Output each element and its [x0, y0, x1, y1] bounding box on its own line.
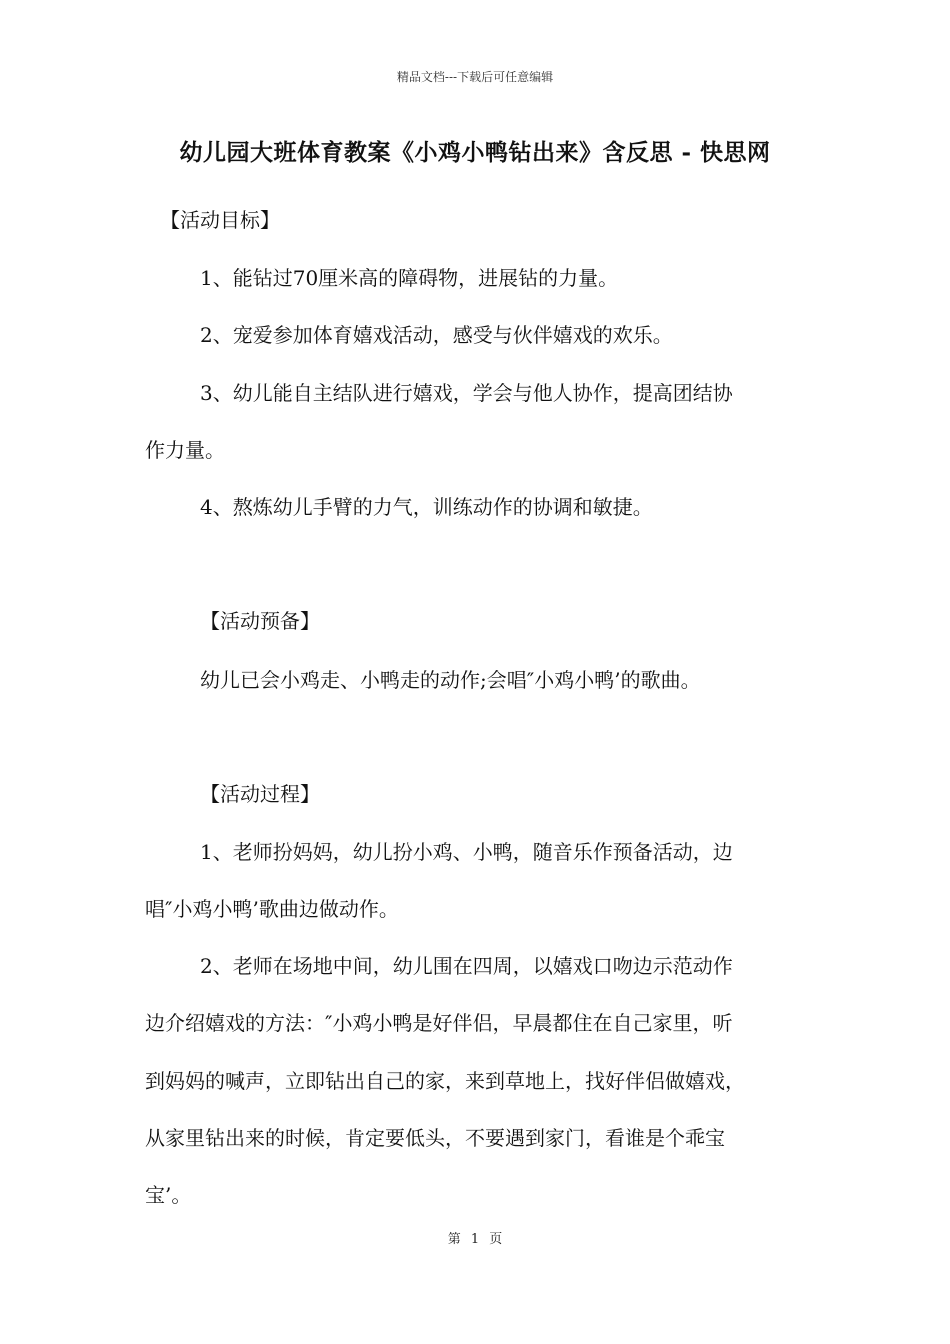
section-heading-preparation: 【活动预备】	[200, 609, 320, 633]
process-line: 2、老师在场地中间，幼儿围在四周，以嬉戏口吻边示范动作	[200, 954, 733, 978]
goal-item-4: 4、熬炼幼儿手臂的力气，训练动作的协调和敏捷。	[200, 495, 653, 519]
process-line: 从家里钻出来的时候，肯定要低头，不要遇到家门，看谁是个乖宝	[145, 1126, 725, 1150]
page-number-footer	[0, 1228, 950, 1247]
page-number: 1	[470, 1232, 480, 1247]
process-line: 唱″小鸡小鸭’歌曲边做动作。	[145, 897, 399, 921]
process-line: 宝’。	[145, 1183, 192, 1207]
header-note: 精品文档---下载后可任意编辑	[396, 70, 554, 84]
page-suffix: 页	[489, 1232, 503, 1247]
section-heading-process: 【活动过程】	[200, 782, 320, 806]
goal-item-1: 1、能钻过70厘米高的障碍物，进展钻的力量。	[200, 266, 619, 290]
page-prefix: 第	[447, 1232, 461, 1247]
process-line: 边介绍嬉戏的方法：″小鸡小鸭是好伴侣，早晨都住在自己家里，听	[145, 1011, 733, 1035]
goal-item-3: 3、幼儿能自主结队进行嬉戏，学会与他人协作，提高团结协	[200, 381, 733, 405]
process-line: 到妈妈的喊声，立即钻出自己的家，来到草地上，找好伴侣做嬉戏，	[145, 1069, 745, 1093]
section-heading-goals: 【活动目标】	[160, 208, 280, 232]
goal-item-2: 2、宠爱参加体育嬉戏活动，感受与伙伴嬉戏的欢乐。	[200, 323, 673, 347]
goal-item-3-continued: 作力量。	[145, 438, 225, 462]
document-title: 幼儿园大班体育教案《小鸡小鸭钻出来》含反思 - 快思网	[179, 139, 771, 166]
preparation-text: 幼儿已会小鸡走、小鸭走的动作;会唱″小鸡小鸭’的歌曲。	[200, 668, 701, 692]
process-line: 1、老师扮妈妈，幼儿扮小鸡、小鸭，随音乐作预备活动，边	[200, 840, 733, 864]
